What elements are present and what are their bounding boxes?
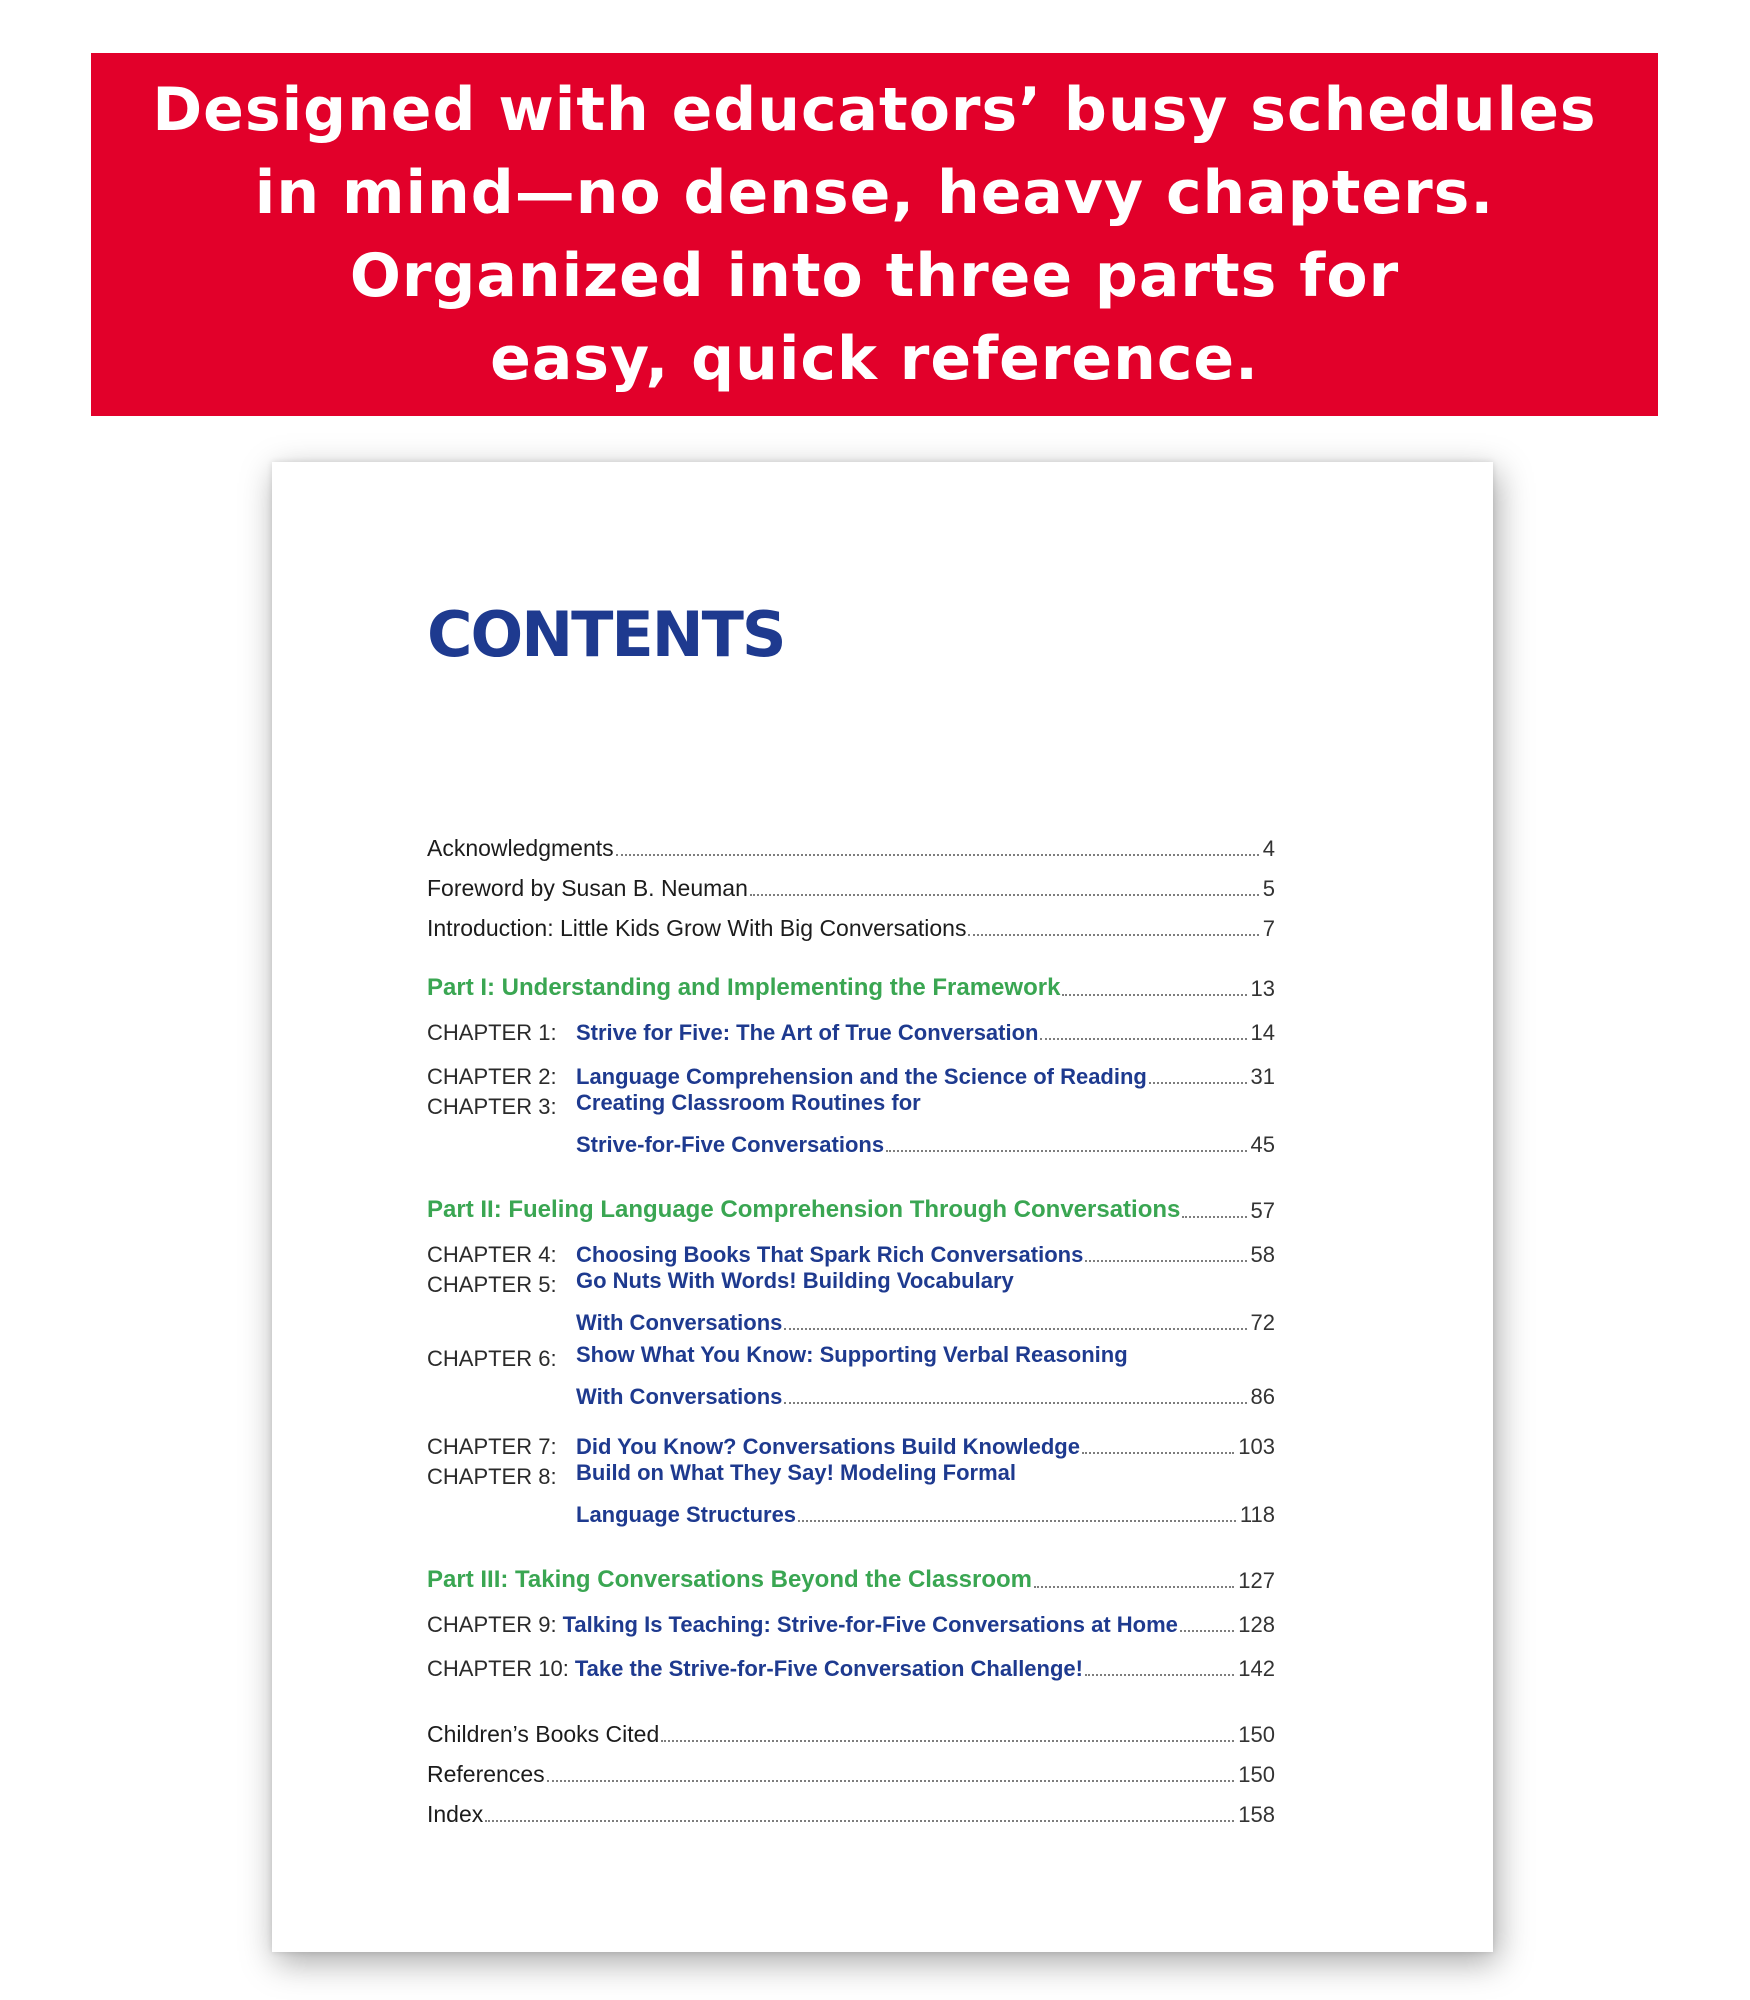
dot-leader	[784, 1328, 1246, 1330]
toc-entry-title: References	[427, 1761, 545, 1787]
toc-chapter-4[interactable]	[427, 1224, 1275, 1268]
chapter-title: Language Comprehension and the Science of Reading	[576, 1064, 1147, 1089]
dot-leader	[1149, 1082, 1247, 1084]
dot-leader	[784, 1402, 1246, 1404]
toc-chapter-6[interactable]	[427, 1342, 1275, 1416]
chapter-label: CHAPTER 6:	[427, 1346, 557, 1371]
toc-chapter-8[interactable]	[427, 1460, 1275, 1534]
dot-leader	[1040, 1038, 1246, 1040]
toc-entry-title: Acknowledgments	[427, 835, 614, 861]
dot-leader	[1082, 1452, 1234, 1454]
toc-entry-childrens-books-cited[interactable]	[427, 1708, 1275, 1748]
contents-heading: CONTENTS	[427, 598, 785, 671]
toc-chapter-5[interactable]	[427, 1268, 1275, 1342]
chapter-title-line-2: With Conversations	[576, 1310, 783, 1335]
page-number: 142	[1238, 1656, 1275, 1681]
dot-leader	[616, 854, 1259, 856]
toc-chapter-9[interactable]	[427, 1594, 1275, 1638]
part-title: Part III: Taking Conversations Beyond the Classroom	[427, 1566, 1033, 1593]
page-number: 158	[1238, 1802, 1275, 1827]
chapter-title: Take the Strive-for-Five Conversation Challenge!	[574, 1656, 1083, 1681]
toc-chapter-3[interactable]	[427, 1090, 1275, 1164]
toc-entry-title: Children’s Books Cited	[427, 1721, 660, 1747]
page-number: 4	[1262, 836, 1275, 861]
toc-entry-introduction[interactable]	[427, 902, 1275, 942]
toc-entry-references[interactable]	[427, 1748, 1275, 1788]
page-number: 57	[1250, 1198, 1275, 1223]
page-number: 7	[1262, 916, 1275, 941]
dot-leader	[1182, 1216, 1246, 1218]
table-of-contents	[427, 822, 1275, 1828]
page-number: 13	[1250, 976, 1275, 1001]
toc-entry-title: Index	[427, 1801, 484, 1827]
page-number: 45	[1250, 1132, 1275, 1157]
chapter-title: Did You Know? Conversations Build Knowledge	[576, 1434, 1080, 1459]
chapter-label: CHAPTER 9:	[427, 1612, 557, 1637]
toc-entry-index[interactable]	[427, 1788, 1275, 1828]
dot-leader	[886, 1150, 1246, 1152]
chapter-title-line-1: Creating Classroom Routines for	[576, 1090, 921, 1115]
promo-banner	[91, 53, 1658, 416]
page-number: 31	[1250, 1064, 1275, 1089]
dot-leader	[968, 934, 1258, 936]
chapter-title-line-2: Language Structures	[576, 1502, 797, 1527]
toc-part-3[interactable]	[427, 1551, 1275, 1594]
dot-leader	[547, 1780, 1235, 1782]
toc-chapter-1[interactable]	[427, 1002, 1275, 1046]
toc-part-1[interactable]	[427, 959, 1275, 1002]
chapter-label: CHAPTER 7:	[427, 1434, 557, 1459]
dot-leader	[485, 1820, 1234, 1822]
chapter-title-line-2: With Conversations	[576, 1384, 783, 1409]
contents-page	[272, 462, 1493, 1952]
toc-entry-acknowledgments[interactable]	[427, 822, 1275, 862]
page-number: 150	[1238, 1762, 1275, 1787]
dot-leader	[1034, 1586, 1234, 1588]
page-number: 128	[1238, 1612, 1275, 1637]
toc-part-2[interactable]	[427, 1181, 1275, 1224]
toc-chapter-10[interactable]	[427, 1638, 1275, 1682]
page-number: 127	[1238, 1568, 1275, 1593]
page-number: 103	[1238, 1434, 1275, 1459]
chapter-label: CHAPTER 8:	[427, 1464, 557, 1489]
chapter-label: CHAPTER 5:	[427, 1272, 557, 1297]
part-title: Part I: Understanding and Implementing the Framework	[427, 974, 1061, 1001]
chapter-title-line-1: Show What You Know: Supporting Verbal Reasoning	[576, 1342, 1128, 1367]
dot-leader	[1062, 994, 1246, 996]
chapter-title: Choosing Books That Spark Rich Conversations	[576, 1242, 1084, 1267]
page-number: 5	[1262, 876, 1275, 901]
chapter-label: CHAPTER 1:	[427, 1020, 557, 1045]
chapter-title: Talking Is Teaching: Strive-for-Five Conversations at Home	[562, 1612, 1178, 1637]
toc-chapter-7[interactable]	[427, 1416, 1275, 1460]
page-number: 14	[1250, 1020, 1275, 1045]
toc-chapter-2[interactable]	[427, 1046, 1275, 1090]
part-title: Part II: Fueling Language Comprehension Through Conversations	[427, 1196, 1181, 1223]
chapter-label: CHAPTER 10:	[427, 1656, 569, 1681]
chapter-title-line-2: Strive-for-Five Conversations	[576, 1132, 885, 1157]
chapter-title: Strive for Five: The Art of True Conversation	[576, 1020, 1039, 1045]
page-number: 58	[1250, 1242, 1275, 1267]
dot-leader	[750, 894, 1259, 896]
banner-line-4: easy, quick reference.	[490, 323, 1259, 394]
page-number: 86	[1250, 1384, 1275, 1409]
toc-entry-foreword[interactable]	[427, 862, 1275, 902]
banner-line-2: in mind—no dense, heavy chapters.	[254, 157, 1495, 228]
chapter-label: CHAPTER 3:	[427, 1094, 557, 1119]
chapter-title-line-1: Go Nuts With Words! Building Vocabulary	[576, 1268, 1014, 1293]
page-number: 72	[1250, 1310, 1275, 1335]
dot-leader	[798, 1520, 1236, 1522]
chapter-title-line-1: Build on What They Say! Modeling Formal	[576, 1460, 1017, 1485]
chapter-label: CHAPTER 2:	[427, 1064, 557, 1089]
dot-leader	[1085, 1260, 1246, 1262]
dot-leader	[1085, 1674, 1234, 1676]
chapter-label: CHAPTER 4:	[427, 1242, 557, 1267]
toc-entry-title: Introduction: Little Kids Grow With Big Conversations	[427, 915, 967, 941]
banner-line-1: Designed with educators’ busy schedules	[152, 74, 1597, 145]
dot-leader	[1180, 1630, 1234, 1632]
page-number: 118	[1239, 1502, 1275, 1527]
dot-leader	[661, 1740, 1234, 1742]
page-number: 150	[1238, 1722, 1275, 1747]
banner-line-3: Organized into three parts for	[349, 240, 1400, 311]
toc-entry-title: Foreword by Susan B. Neuman	[427, 875, 748, 901]
